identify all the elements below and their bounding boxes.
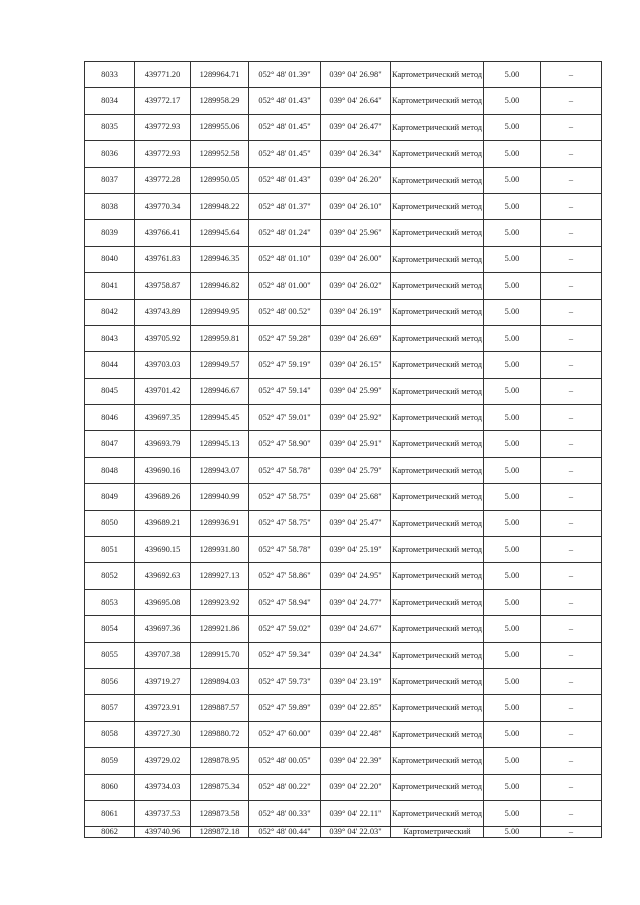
method-cell: Картометрический метод xyxy=(391,325,484,351)
latitude-cell: 052° 47' 58.78" xyxy=(249,457,321,483)
description-cell: – xyxy=(541,405,602,431)
point-number-cell: 8043 xyxy=(85,325,135,351)
latitude-cell: 052° 48' 00.33" xyxy=(249,800,321,826)
method-cell: Картометрический метод xyxy=(391,589,484,615)
description-cell: – xyxy=(541,537,602,563)
description-cell: – xyxy=(541,589,602,615)
longitude-cell: 039° 04' 25.79" xyxy=(321,457,391,483)
method-cell: Картометрический метод xyxy=(391,405,484,431)
y-coordinate-cell: 1289945.64 xyxy=(191,220,249,246)
table-row xyxy=(85,484,602,510)
latitude-cell: 052° 47' 59.28" xyxy=(249,325,321,351)
x-coordinate-cell: 439743.89 xyxy=(135,299,191,325)
latitude-cell: 052° 47' 58.78" xyxy=(249,537,321,563)
longitude-cell: 039° 04' 24.95" xyxy=(321,563,391,589)
method-cell: Картометрический метод xyxy=(391,193,484,219)
longitude-cell: 039° 04' 25.47" xyxy=(321,510,391,536)
longitude-cell: 039° 04' 26.47" xyxy=(321,114,391,140)
y-coordinate-cell: 1289945.45 xyxy=(191,405,249,431)
table-row xyxy=(85,246,602,272)
y-coordinate-cell: 1289873.58 xyxy=(191,800,249,826)
latitude-cell: 052° 47' 58.90" xyxy=(249,431,321,457)
description-cell: – xyxy=(541,642,602,668)
point-number-cell: 8053 xyxy=(85,589,135,615)
coordinates-table xyxy=(84,61,602,838)
latitude-cell: 052° 48' 01.43" xyxy=(249,88,321,114)
latitude-cell: 052° 47' 59.14" xyxy=(249,378,321,404)
x-coordinate-cell: 439693.79 xyxy=(135,431,191,457)
accuracy-cell: 5.00 xyxy=(484,774,541,800)
table-row xyxy=(85,405,602,431)
method-cell: Картометрический метод xyxy=(391,457,484,483)
accuracy-cell: 5.00 xyxy=(484,431,541,457)
table-row xyxy=(85,510,602,536)
method-cell: Картометрический метод xyxy=(391,563,484,589)
accuracy-cell: 5.00 xyxy=(484,141,541,167)
point-number-cell: 8058 xyxy=(85,721,135,747)
description-cell: – xyxy=(541,827,602,838)
y-coordinate-cell: 1289921.86 xyxy=(191,616,249,642)
longitude-cell: 039° 04' 26.69" xyxy=(321,325,391,351)
longitude-cell: 039° 04' 22.85" xyxy=(321,695,391,721)
accuracy-cell: 5.00 xyxy=(484,748,541,774)
table-row xyxy=(85,589,602,615)
point-number-cell: 8056 xyxy=(85,668,135,694)
y-coordinate-cell: 1289946.35 xyxy=(191,246,249,272)
table-row xyxy=(85,220,602,246)
table-row xyxy=(85,352,602,378)
point-number-cell: 8052 xyxy=(85,563,135,589)
point-number-cell: 8054 xyxy=(85,616,135,642)
y-coordinate-cell: 1289959.81 xyxy=(191,325,249,351)
table-row xyxy=(85,563,602,589)
method-cell: Картометрический метод xyxy=(391,141,484,167)
y-coordinate-cell: 1289872.18 xyxy=(191,827,249,838)
latitude-cell: 052° 48' 01.37" xyxy=(249,193,321,219)
method-cell: Картометрический метод xyxy=(391,668,484,694)
longitude-cell: 039° 04' 25.92" xyxy=(321,405,391,431)
accuracy-cell: 5.00 xyxy=(484,800,541,826)
description-cell: – xyxy=(541,220,602,246)
description-cell: – xyxy=(541,88,602,114)
method-cell: Картометрический метод xyxy=(391,273,484,299)
description-cell: – xyxy=(541,62,602,88)
point-number-cell: 8036 xyxy=(85,141,135,167)
latitude-cell: 052° 48' 01.45" xyxy=(249,141,321,167)
point-number-cell: 8033 xyxy=(85,62,135,88)
x-coordinate-cell: 439737.53 xyxy=(135,800,191,826)
longitude-cell: 039° 04' 26.98" xyxy=(321,62,391,88)
table-row xyxy=(85,193,602,219)
description-cell: – xyxy=(541,299,602,325)
latitude-cell: 052° 47' 59.19" xyxy=(249,352,321,378)
accuracy-cell: 5.00 xyxy=(484,325,541,351)
latitude-cell: 052° 48' 00.22" xyxy=(249,774,321,800)
method-cell: Картометрический xyxy=(391,827,484,838)
accuracy-cell: 5.00 xyxy=(484,721,541,747)
table-row xyxy=(85,827,602,838)
method-cell: Картометрический метод xyxy=(391,616,484,642)
point-number-cell: 8035 xyxy=(85,114,135,140)
description-cell: – xyxy=(541,616,602,642)
point-number-cell: 8039 xyxy=(85,220,135,246)
y-coordinate-cell: 1289887.57 xyxy=(191,695,249,721)
y-coordinate-cell: 1289948.22 xyxy=(191,193,249,219)
table-row xyxy=(85,325,602,351)
accuracy-cell: 5.00 xyxy=(484,220,541,246)
point-number-cell: 8046 xyxy=(85,405,135,431)
description-cell: – xyxy=(541,193,602,219)
point-number-cell: 8041 xyxy=(85,273,135,299)
description-cell: – xyxy=(541,325,602,351)
y-coordinate-cell: 1289875.34 xyxy=(191,774,249,800)
point-number-cell: 8040 xyxy=(85,246,135,272)
y-coordinate-cell: 1289931.80 xyxy=(191,537,249,563)
description-cell: – xyxy=(541,167,602,193)
method-cell: Картометрический метод xyxy=(391,642,484,668)
y-coordinate-cell: 1289945.13 xyxy=(191,431,249,457)
method-cell: Картометрический метод xyxy=(391,800,484,826)
description-cell: – xyxy=(541,721,602,747)
accuracy-cell: 5.00 xyxy=(484,246,541,272)
accuracy-cell: 5.00 xyxy=(484,668,541,694)
table-row xyxy=(85,721,602,747)
y-coordinate-cell: 1289952.58 xyxy=(191,141,249,167)
table-row xyxy=(85,62,602,88)
x-coordinate-cell: 439689.21 xyxy=(135,510,191,536)
method-cell: Картометрический метод xyxy=(391,220,484,246)
longitude-cell: 039° 04' 26.00" xyxy=(321,246,391,272)
y-coordinate-cell: 1289955.06 xyxy=(191,114,249,140)
point-number-cell: 8061 xyxy=(85,800,135,826)
accuracy-cell: 5.00 xyxy=(484,563,541,589)
description-cell: – xyxy=(541,484,602,510)
table-row xyxy=(85,88,602,114)
table-row xyxy=(85,748,602,774)
x-coordinate-cell: 439772.28 xyxy=(135,167,191,193)
longitude-cell: 039° 04' 22.03" xyxy=(321,827,391,838)
method-cell: Картометрический метод xyxy=(391,352,484,378)
point-number-cell: 8047 xyxy=(85,431,135,457)
description-cell: – xyxy=(541,378,602,404)
table-row xyxy=(85,273,602,299)
x-coordinate-cell: 439740.96 xyxy=(135,827,191,838)
point-number-cell: 8050 xyxy=(85,510,135,536)
x-coordinate-cell: 439705.92 xyxy=(135,325,191,351)
latitude-cell: 052° 47' 58.75" xyxy=(249,484,321,510)
table-row xyxy=(85,431,602,457)
table-row xyxy=(85,457,602,483)
accuracy-cell: 5.00 xyxy=(484,378,541,404)
x-coordinate-cell: 439772.93 xyxy=(135,141,191,167)
x-coordinate-cell: 439690.15 xyxy=(135,537,191,563)
x-coordinate-cell: 439766.41 xyxy=(135,220,191,246)
longitude-cell: 039° 04' 24.77" xyxy=(321,589,391,615)
table-row xyxy=(85,299,602,325)
longitude-cell: 039° 04' 26.02" xyxy=(321,273,391,299)
table-row xyxy=(85,114,602,140)
latitude-cell: 052° 48' 01.00" xyxy=(249,273,321,299)
latitude-cell: 052° 48' 01.10" xyxy=(249,246,321,272)
latitude-cell: 052° 47' 59.02" xyxy=(249,616,321,642)
accuracy-cell: 5.00 xyxy=(484,405,541,431)
longitude-cell: 039° 04' 26.10" xyxy=(321,193,391,219)
accuracy-cell: 5.00 xyxy=(484,114,541,140)
point-number-cell: 8045 xyxy=(85,378,135,404)
latitude-cell: 052° 47' 58.94" xyxy=(249,589,321,615)
latitude-cell: 052° 48' 00.52" xyxy=(249,299,321,325)
y-coordinate-cell: 1289949.57 xyxy=(191,352,249,378)
x-coordinate-cell: 439758.87 xyxy=(135,273,191,299)
x-coordinate-cell: 439701.42 xyxy=(135,378,191,404)
table-row xyxy=(85,695,602,721)
x-coordinate-cell: 439697.36 xyxy=(135,616,191,642)
table-row xyxy=(85,141,602,167)
description-cell: – xyxy=(541,141,602,167)
table-body xyxy=(85,62,602,838)
accuracy-cell: 5.00 xyxy=(484,62,541,88)
longitude-cell: 039° 04' 25.96" xyxy=(321,220,391,246)
method-cell: Картометрический метод xyxy=(391,695,484,721)
point-number-cell: 8044 xyxy=(85,352,135,378)
method-cell: Картометрический метод xyxy=(391,774,484,800)
y-coordinate-cell: 1289940.99 xyxy=(191,484,249,510)
latitude-cell: 052° 47' 60.00" xyxy=(249,721,321,747)
x-coordinate-cell: 439692.63 xyxy=(135,563,191,589)
longitude-cell: 039° 04' 25.91" xyxy=(321,431,391,457)
y-coordinate-cell: 1289949.95 xyxy=(191,299,249,325)
table-row xyxy=(85,800,602,826)
method-cell: Картометрический метод xyxy=(391,431,484,457)
accuracy-cell: 5.00 xyxy=(484,642,541,668)
longitude-cell: 039° 04' 26.20" xyxy=(321,167,391,193)
latitude-cell: 052° 47' 58.86" xyxy=(249,563,321,589)
latitude-cell: 052° 48' 00.44" xyxy=(249,827,321,838)
accuracy-cell: 5.00 xyxy=(484,88,541,114)
accuracy-cell: 5.00 xyxy=(484,352,541,378)
y-coordinate-cell: 1289936.91 xyxy=(191,510,249,536)
y-coordinate-cell: 1289880.72 xyxy=(191,721,249,747)
longitude-cell: 039° 04' 22.20" xyxy=(321,774,391,800)
point-number-cell: 8062 xyxy=(85,827,135,838)
description-cell: – xyxy=(541,457,602,483)
longitude-cell: 039° 04' 23.19" xyxy=(321,668,391,694)
accuracy-cell: 5.00 xyxy=(484,273,541,299)
x-coordinate-cell: 439690.16 xyxy=(135,457,191,483)
description-cell: – xyxy=(541,774,602,800)
description-cell: – xyxy=(541,510,602,536)
accuracy-cell: 5.00 xyxy=(484,457,541,483)
longitude-cell: 039° 04' 25.68" xyxy=(321,484,391,510)
x-coordinate-cell: 439695.08 xyxy=(135,589,191,615)
description-cell: – xyxy=(541,748,602,774)
x-coordinate-cell: 439761.83 xyxy=(135,246,191,272)
latitude-cell: 052° 47' 58.75" xyxy=(249,510,321,536)
y-coordinate-cell: 1289878.95 xyxy=(191,748,249,774)
point-number-cell: 8037 xyxy=(85,167,135,193)
y-coordinate-cell: 1289958.29 xyxy=(191,88,249,114)
accuracy-cell: 5.00 xyxy=(484,695,541,721)
x-coordinate-cell: 439771.20 xyxy=(135,62,191,88)
description-cell: – xyxy=(541,246,602,272)
accuracy-cell: 5.00 xyxy=(484,616,541,642)
point-number-cell: 8051 xyxy=(85,537,135,563)
x-coordinate-cell: 439719.27 xyxy=(135,668,191,694)
method-cell: Картометрический метод xyxy=(391,378,484,404)
table-row xyxy=(85,774,602,800)
point-number-cell: 8034 xyxy=(85,88,135,114)
x-coordinate-cell: 439772.17 xyxy=(135,88,191,114)
point-number-cell: 8060 xyxy=(85,774,135,800)
latitude-cell: 052° 48' 01.24" xyxy=(249,220,321,246)
description-cell: – xyxy=(541,668,602,694)
x-coordinate-cell: 439727.30 xyxy=(135,721,191,747)
description-cell: – xyxy=(541,695,602,721)
x-coordinate-cell: 439772.93 xyxy=(135,114,191,140)
description-cell: – xyxy=(541,114,602,140)
y-coordinate-cell: 1289915.70 xyxy=(191,642,249,668)
accuracy-cell: 5.00 xyxy=(484,484,541,510)
method-cell: Картометрический метод xyxy=(391,114,484,140)
latitude-cell: 052° 47' 59.34" xyxy=(249,642,321,668)
x-coordinate-cell: 439697.35 xyxy=(135,405,191,431)
accuracy-cell: 5.00 xyxy=(484,827,541,838)
y-coordinate-cell: 1289964.71 xyxy=(191,62,249,88)
table-row xyxy=(85,378,602,404)
method-cell: Картометрический метод xyxy=(391,721,484,747)
point-number-cell: 8055 xyxy=(85,642,135,668)
longitude-cell: 039° 04' 24.34" xyxy=(321,642,391,668)
method-cell: Картометрический метод xyxy=(391,299,484,325)
description-cell: – xyxy=(541,563,602,589)
accuracy-cell: 5.00 xyxy=(484,167,541,193)
latitude-cell: 052° 47' 59.73" xyxy=(249,668,321,694)
method-cell: Картометрический метод xyxy=(391,510,484,536)
table-row xyxy=(85,616,602,642)
longitude-cell: 039° 04' 22.48" xyxy=(321,721,391,747)
method-cell: Картометрический метод xyxy=(391,246,484,272)
latitude-cell: 052° 48' 01.43" xyxy=(249,167,321,193)
description-cell: – xyxy=(541,800,602,826)
latitude-cell: 052° 48' 01.39" xyxy=(249,62,321,88)
point-number-cell: 8042 xyxy=(85,299,135,325)
longitude-cell: 039° 04' 26.19" xyxy=(321,299,391,325)
accuracy-cell: 5.00 xyxy=(484,193,541,219)
method-cell: Картометрический метод xyxy=(391,88,484,114)
method-cell: Картометрический метод xyxy=(391,537,484,563)
longitude-cell: 039° 04' 22.39" xyxy=(321,748,391,774)
y-coordinate-cell: 1289927.13 xyxy=(191,563,249,589)
table-row xyxy=(85,537,602,563)
x-coordinate-cell: 439723.91 xyxy=(135,695,191,721)
y-coordinate-cell: 1289923.92 xyxy=(191,589,249,615)
point-number-cell: 8057 xyxy=(85,695,135,721)
point-number-cell: 8049 xyxy=(85,484,135,510)
longitude-cell: 039° 04' 26.64" xyxy=(321,88,391,114)
latitude-cell: 052° 47' 59.01" xyxy=(249,405,321,431)
method-cell: Картометрический метод xyxy=(391,62,484,88)
latitude-cell: 052° 48' 01.45" xyxy=(249,114,321,140)
y-coordinate-cell: 1289946.82 xyxy=(191,273,249,299)
table-row xyxy=(85,642,602,668)
x-coordinate-cell: 439703.03 xyxy=(135,352,191,378)
x-coordinate-cell: 439707.38 xyxy=(135,642,191,668)
accuracy-cell: 5.00 xyxy=(484,589,541,615)
table-row xyxy=(85,167,602,193)
accuracy-cell: 5.00 xyxy=(484,299,541,325)
longitude-cell: 039° 04' 24.67" xyxy=(321,616,391,642)
point-number-cell: 8059 xyxy=(85,748,135,774)
method-cell: Картометрический метод xyxy=(391,167,484,193)
y-coordinate-cell: 1289894.03 xyxy=(191,668,249,694)
point-number-cell: 8048 xyxy=(85,457,135,483)
longitude-cell: 039° 04' 25.19" xyxy=(321,537,391,563)
description-cell: – xyxy=(541,273,602,299)
longitude-cell: 039° 04' 22.11" xyxy=(321,800,391,826)
table-row xyxy=(85,668,602,694)
x-coordinate-cell: 439729.02 xyxy=(135,748,191,774)
description-cell: – xyxy=(541,352,602,378)
x-coordinate-cell: 439689.26 xyxy=(135,484,191,510)
y-coordinate-cell: 1289946.67 xyxy=(191,378,249,404)
y-coordinate-cell: 1289943.07 xyxy=(191,457,249,483)
x-coordinate-cell: 439770.34 xyxy=(135,193,191,219)
latitude-cell: 052° 48' 00.05" xyxy=(249,748,321,774)
accuracy-cell: 5.00 xyxy=(484,537,541,563)
latitude-cell: 052° 47' 59.89" xyxy=(249,695,321,721)
description-cell: – xyxy=(541,431,602,457)
longitude-cell: 039° 04' 25.99" xyxy=(321,378,391,404)
x-coordinate-cell: 439734.03 xyxy=(135,774,191,800)
longitude-cell: 039° 04' 26.15" xyxy=(321,352,391,378)
method-cell: Картометрический метод xyxy=(391,484,484,510)
point-number-cell: 8038 xyxy=(85,193,135,219)
method-cell: Картометрический метод xyxy=(391,748,484,774)
accuracy-cell: 5.00 xyxy=(484,510,541,536)
y-coordinate-cell: 1289950.05 xyxy=(191,167,249,193)
longitude-cell: 039° 04' 26.34" xyxy=(321,141,391,167)
